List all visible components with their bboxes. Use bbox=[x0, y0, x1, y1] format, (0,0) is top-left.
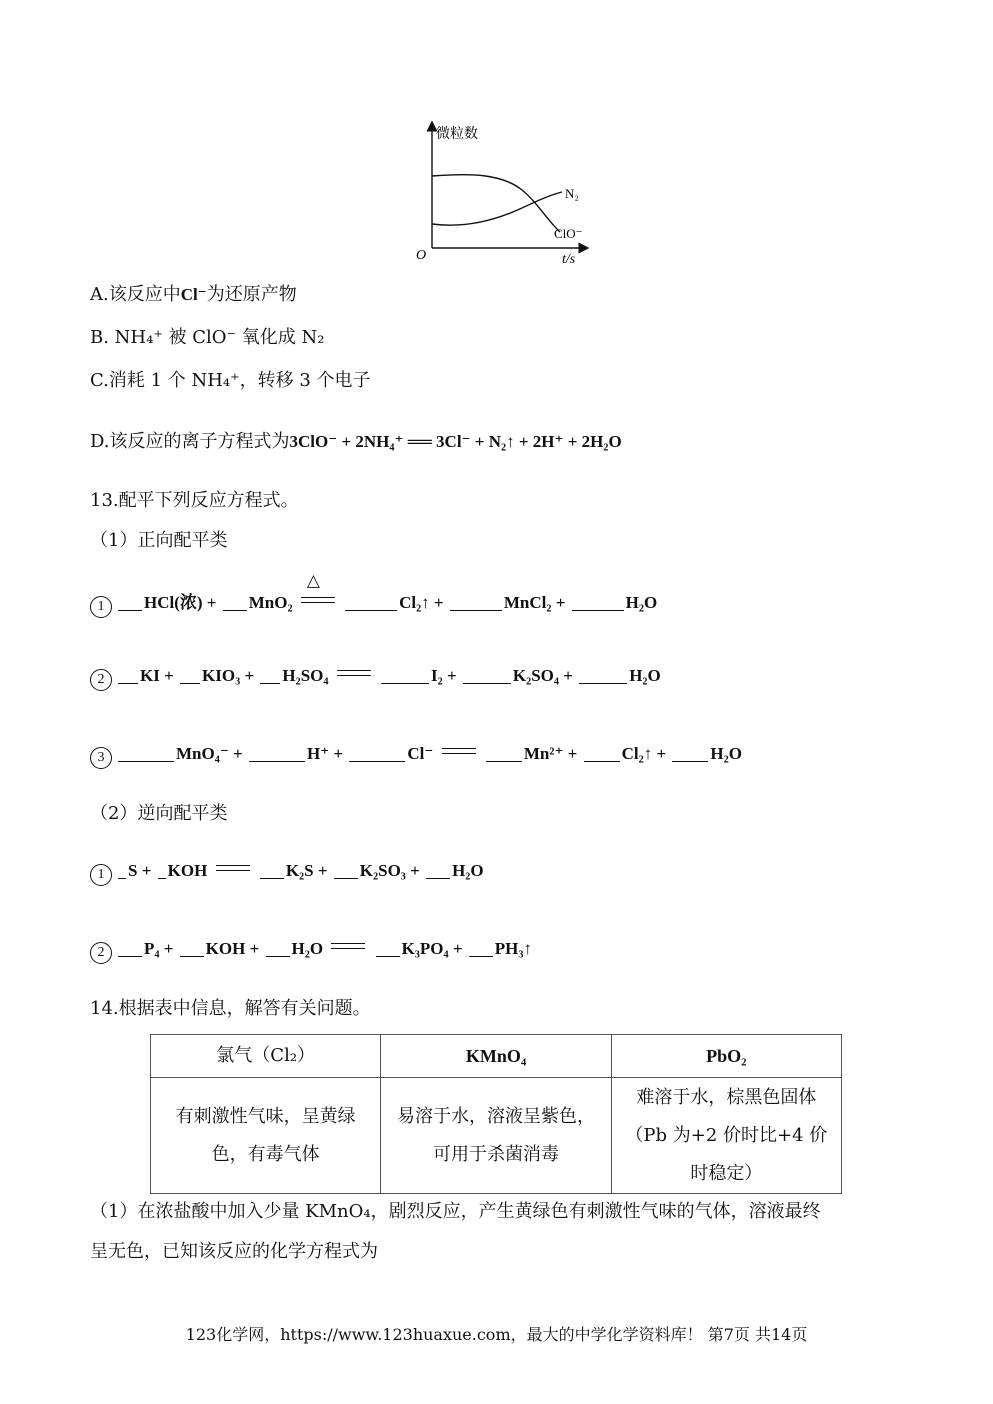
origin-label: O bbox=[416, 248, 427, 263]
table-header-cl2: 氯气（Cl₂） bbox=[151, 1035, 381, 1078]
page-footer: 123化学网，https://www.123huaxue.com，最大的中学化学资料库！ 第7页 共14页 bbox=[185, 1325, 808, 1344]
table-cell-kmno4: 易溶于水，溶液呈紫色，可用于杀菌消毒 bbox=[381, 1078, 611, 1194]
particle-count-figure bbox=[412, 120, 592, 270]
q13-title: 13.配平下列反应方程式。 bbox=[90, 490, 299, 511]
circled-number: 1 bbox=[90, 864, 112, 886]
option-d: D.该反应的离子方程式为3ClO⁻ + 2NH₄⁺ ══ 3Cl⁻ + N₂↑ + 2H⁺ + 2H₂O bbox=[90, 431, 622, 452]
x-axis-label: t/s bbox=[562, 252, 576, 267]
n2-curve bbox=[432, 192, 562, 225]
option-c: C.消耗 1 个 NH₄⁺，转移 3 个电子 bbox=[90, 370, 371, 391]
q14-sub1-line2: 呈无色，已知该反应的化学方程式为 bbox=[90, 1241, 378, 1262]
clo-label: ClO⁻ bbox=[554, 226, 583, 241]
n2-label: N₂ bbox=[565, 186, 579, 201]
q13-eq1: 1 HCl(浓) + MnO₂ △ Cl₂↑ + MnCl₂ + H₂O bbox=[90, 588, 657, 618]
table-header-pbo2: PbO₂ bbox=[611, 1035, 841, 1078]
q13-eq4: 1 S + KOH K₂S + K₂SO₃ + H₂O bbox=[90, 861, 484, 886]
q13-part2: （2）逆向配平类 bbox=[90, 803, 228, 824]
option-b: B. NH₄⁺ 被 ClO⁻ 氧化成 N₂ bbox=[90, 327, 325, 348]
q13-part1: （1）正向配平类 bbox=[90, 530, 228, 551]
y-axis-label: 微粒数 bbox=[436, 127, 478, 142]
q13-eq3: 3 MnO₄⁻ + H⁺ + Cl⁻ Mn²⁺ + Cl₂↑ + H₂O bbox=[90, 744, 742, 769]
option-a: A.该反应中Cl⁻为还原产物 bbox=[90, 284, 297, 305]
table-header-kmno4: KMnO₄ bbox=[381, 1035, 611, 1078]
circled-number: 2 bbox=[90, 942, 112, 964]
circled-number: 3 bbox=[90, 747, 112, 769]
table-cell-cl2: 有刺激性气味，呈黄绿色，有毒气体 bbox=[151, 1078, 381, 1194]
q14-title: 14.根据表中信息，解答有关问题。 bbox=[90, 998, 371, 1019]
clo-curve bbox=[432, 175, 560, 232]
q13-eq2: 2 KI + KIO₃ + H₂SO₄ I₂ + K₂SO₄ + H₂O bbox=[90, 666, 661, 691]
q13-eq5: 2 P₄ + KOH + H₂O K₃PO₄ + PH₃↑ bbox=[90, 939, 532, 964]
circled-number: 1 bbox=[90, 596, 112, 618]
q14-sub1-line1: （1）在浓盐酸中加入少量 KMnO₄，剧烈反应，产生黄绿色有刺激性气味的气体，溶液最终 bbox=[90, 1201, 821, 1222]
circled-number: 2 bbox=[90, 669, 112, 691]
info-table bbox=[150, 1034, 842, 1194]
heat-symbol: △ bbox=[306, 571, 320, 590]
table-cell-pbo2: 难溶于水，棕黑色固体（Pb 为+2 价时比+4 价时稳定） bbox=[611, 1078, 841, 1194]
